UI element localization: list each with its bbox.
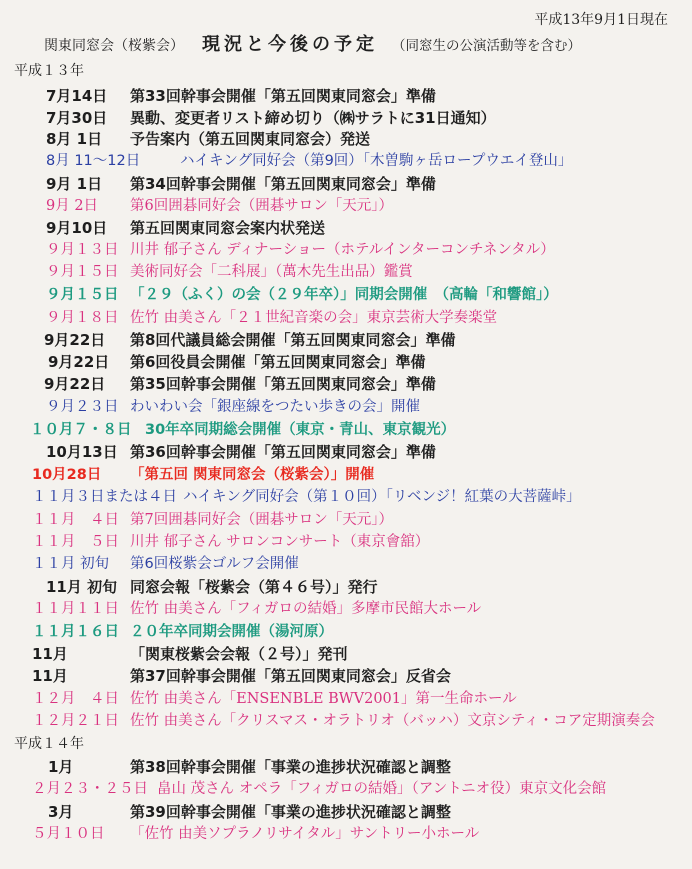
schedule-row xyxy=(0,241,692,259)
event-date: 1月 xyxy=(48,758,74,776)
event-description: 畠山 茂さん オペラ「フィガロの結婚」（アントニオ役）東京文化会館 xyxy=(157,781,607,797)
schedule-row xyxy=(0,488,692,506)
schedule-row xyxy=(0,443,692,461)
event-description: 第39回幹事会開催「事業の進捗状況確認と調整 xyxy=(130,803,451,821)
event-date: 11月 xyxy=(32,667,68,685)
event-date: １１月 ４日 xyxy=(32,512,119,528)
schedule-row xyxy=(0,175,692,193)
event-date: 7月30日 xyxy=(46,109,108,127)
event-date: 10月28日 xyxy=(32,467,102,483)
schedule-row xyxy=(0,533,692,551)
as-of-date: 平成13年9月1日現在 xyxy=(534,12,668,28)
schedule-row xyxy=(0,109,692,127)
event-date: 9月22日 xyxy=(44,331,106,349)
event-date: １１月３日または４日 xyxy=(32,489,177,505)
event-date: 7月14日 xyxy=(46,87,108,105)
event-date: １１月 初旬 xyxy=(32,556,110,572)
event-date: １１月１６日 xyxy=(32,624,119,640)
schedule-row xyxy=(0,421,692,439)
schedule-row xyxy=(0,152,692,170)
event-description: ハイキング同好会（第9回）「木曽駒ヶ岳ロープウエイ登山」 xyxy=(180,153,573,169)
year-heading: 平成１３年 xyxy=(14,63,84,79)
schedule-row xyxy=(0,353,692,371)
event-date: 9月10日 xyxy=(46,219,108,237)
event-date: １１月 ５日 xyxy=(32,534,119,550)
event-date: 9月22日 xyxy=(48,353,110,371)
event-description: 予告案内（第五回関東同窓会）発送 xyxy=(130,130,371,148)
document-subtitle: （同窓生の公演活動等を含む） xyxy=(392,38,581,54)
event-description: 異動、変更者リスト締め切り（㈱サラトに31日通知） xyxy=(130,109,496,127)
event-description: 第6回囲碁同好会（囲碁サロン「天元」） xyxy=(130,198,393,214)
event-description: 川井 郁子さん ディナーショー（ホテルインターコンチネンタル） xyxy=(130,242,555,258)
event-date: 8月 11～12日 xyxy=(46,153,141,169)
event-date: ９月１８日 xyxy=(46,310,119,326)
event-description: 佐竹 由美さん「フィガロの結婚」多摩市民館大ホール xyxy=(130,601,482,617)
event-description: 30年卒同期総会開催（東京・青山、東京観光） xyxy=(145,422,456,438)
event-date: 8月 1日 xyxy=(46,130,103,148)
event-description: 「第五回 関東同窓会（桜紫会）」開催 xyxy=(130,467,375,483)
schedule-row xyxy=(0,555,692,573)
event-description: 佐竹 由美さん「クリスマス・オラトリオ（バッハ）文京シティ・コア定期演奏会 xyxy=(130,713,655,729)
event-description: 第8回代議員総会開催「第五回関東同窓会」準備 xyxy=(130,331,456,349)
event-date: ９月１５日 xyxy=(46,287,119,303)
event-date: ９月２３日 xyxy=(46,399,119,415)
year-heading: 平成１４年 xyxy=(14,736,84,752)
organization-name: 関東同窓会（桜紫会） xyxy=(44,38,184,54)
schedule-row xyxy=(0,600,692,618)
event-date: 3月 xyxy=(48,803,74,821)
event-description: 同窓会報「桜紫会（第４６号）」発行 xyxy=(130,578,378,596)
event-date: 10月13日 xyxy=(46,443,118,461)
event-date: 9月22日 xyxy=(44,375,106,393)
event-description: ２０年卒同期会開催（湯河原） xyxy=(130,624,333,640)
schedule-row xyxy=(0,219,692,237)
schedule-row-highlight xyxy=(0,466,692,484)
schedule-row xyxy=(0,263,692,281)
event-description: ハイキング同好会（第１０回）「リベンジ！紅葉の大菩薩峠」 xyxy=(183,489,581,505)
event-date: 11月 初旬 xyxy=(46,578,118,596)
schedule-row xyxy=(0,780,692,798)
event-description: 佐竹 由美さん「２１世紀音楽の会」東京芸術大学奏楽堂 xyxy=(130,310,498,326)
event-description: 川井 郁子さん サロンコンサート（東京會舘） xyxy=(130,534,430,550)
event-date: ９月１５日 xyxy=(46,264,119,280)
schedule-row xyxy=(0,825,692,843)
schedule-row xyxy=(0,758,692,776)
schedule-row xyxy=(0,690,692,708)
schedule-row xyxy=(0,578,692,596)
event-date: １２月 ４日 xyxy=(32,691,119,707)
schedule-row xyxy=(0,130,692,148)
schedule-row xyxy=(0,87,692,105)
schedule-row xyxy=(0,645,692,663)
event-description: 「２９（ふく）の会（２９年卒）」同期会開催 （高輪「和響館」） xyxy=(130,287,558,303)
schedule-row xyxy=(0,623,692,641)
schedule-row xyxy=(0,375,692,393)
event-description: 第7回囲碁同好会（囲碁サロン「天元」） xyxy=(130,512,393,528)
event-date: 9月 1日 xyxy=(46,175,103,193)
schedule-row xyxy=(0,803,692,821)
event-description: 第33回幹事会開催「第五回関東同窓会」準備 xyxy=(130,87,436,105)
schedule-row xyxy=(0,667,692,685)
schedule-row xyxy=(0,511,692,529)
event-description: わいわい会「銀座線をつたい歩きの会」開催 xyxy=(130,399,420,415)
event-description: 第6回桜紫会ゴルフ会開催 xyxy=(130,556,299,572)
event-description: 第38回幹事会開催「事業の進捗状況確認と調整 xyxy=(130,758,451,776)
event-date: 11月 xyxy=(32,645,68,663)
event-date: ９月１３日 xyxy=(46,242,119,258)
event-description: 第36回幹事会開催「第五回関東同窓会」準備 xyxy=(130,443,436,461)
event-date: １１月１１日 xyxy=(32,601,119,617)
schedule-row xyxy=(0,398,692,416)
event-date: 9月 2日 xyxy=(46,198,99,214)
event-description: 第五回関東同窓会案内状発送 xyxy=(130,219,326,237)
event-description: 「佐竹 由美ソプラノリサイタル」サントリー小ホール xyxy=(130,826,480,842)
event-description: 佐竹 由美さん「ENSENBLE BWV2001」第一生命ホール xyxy=(130,691,517,707)
event-date: １２月２１日 xyxy=(32,713,119,729)
schedule-row xyxy=(0,197,692,215)
schedule-row xyxy=(0,331,692,349)
event-date: ５月１０日 xyxy=(32,826,105,842)
event-description: 第6回役員会開催「第五回関東同窓会」準備 xyxy=(130,353,426,371)
schedule-row xyxy=(0,309,692,327)
schedule-row xyxy=(0,712,692,730)
event-description: 第37回幹事会開催「第五回関東同窓会」反省会 xyxy=(130,667,451,685)
event-date: ２月２３・２５日 xyxy=(32,781,148,797)
event-description: 「関東桜紫会会報（２号）」発刊 xyxy=(130,645,348,663)
event-description: 美術同好会「二科展」（萬木先生出品）鑑賞 xyxy=(130,264,413,280)
event-description: 第34回幹事会開催「第五回関東同窓会」準備 xyxy=(130,175,436,193)
event-description: 第35回幹事会開催「第五回関東同窓会」準備 xyxy=(130,375,436,393)
event-date: １０月７・８日 xyxy=(30,422,132,438)
document-title: 現況と今後の予定 xyxy=(202,34,378,55)
schedule-row xyxy=(0,286,692,304)
